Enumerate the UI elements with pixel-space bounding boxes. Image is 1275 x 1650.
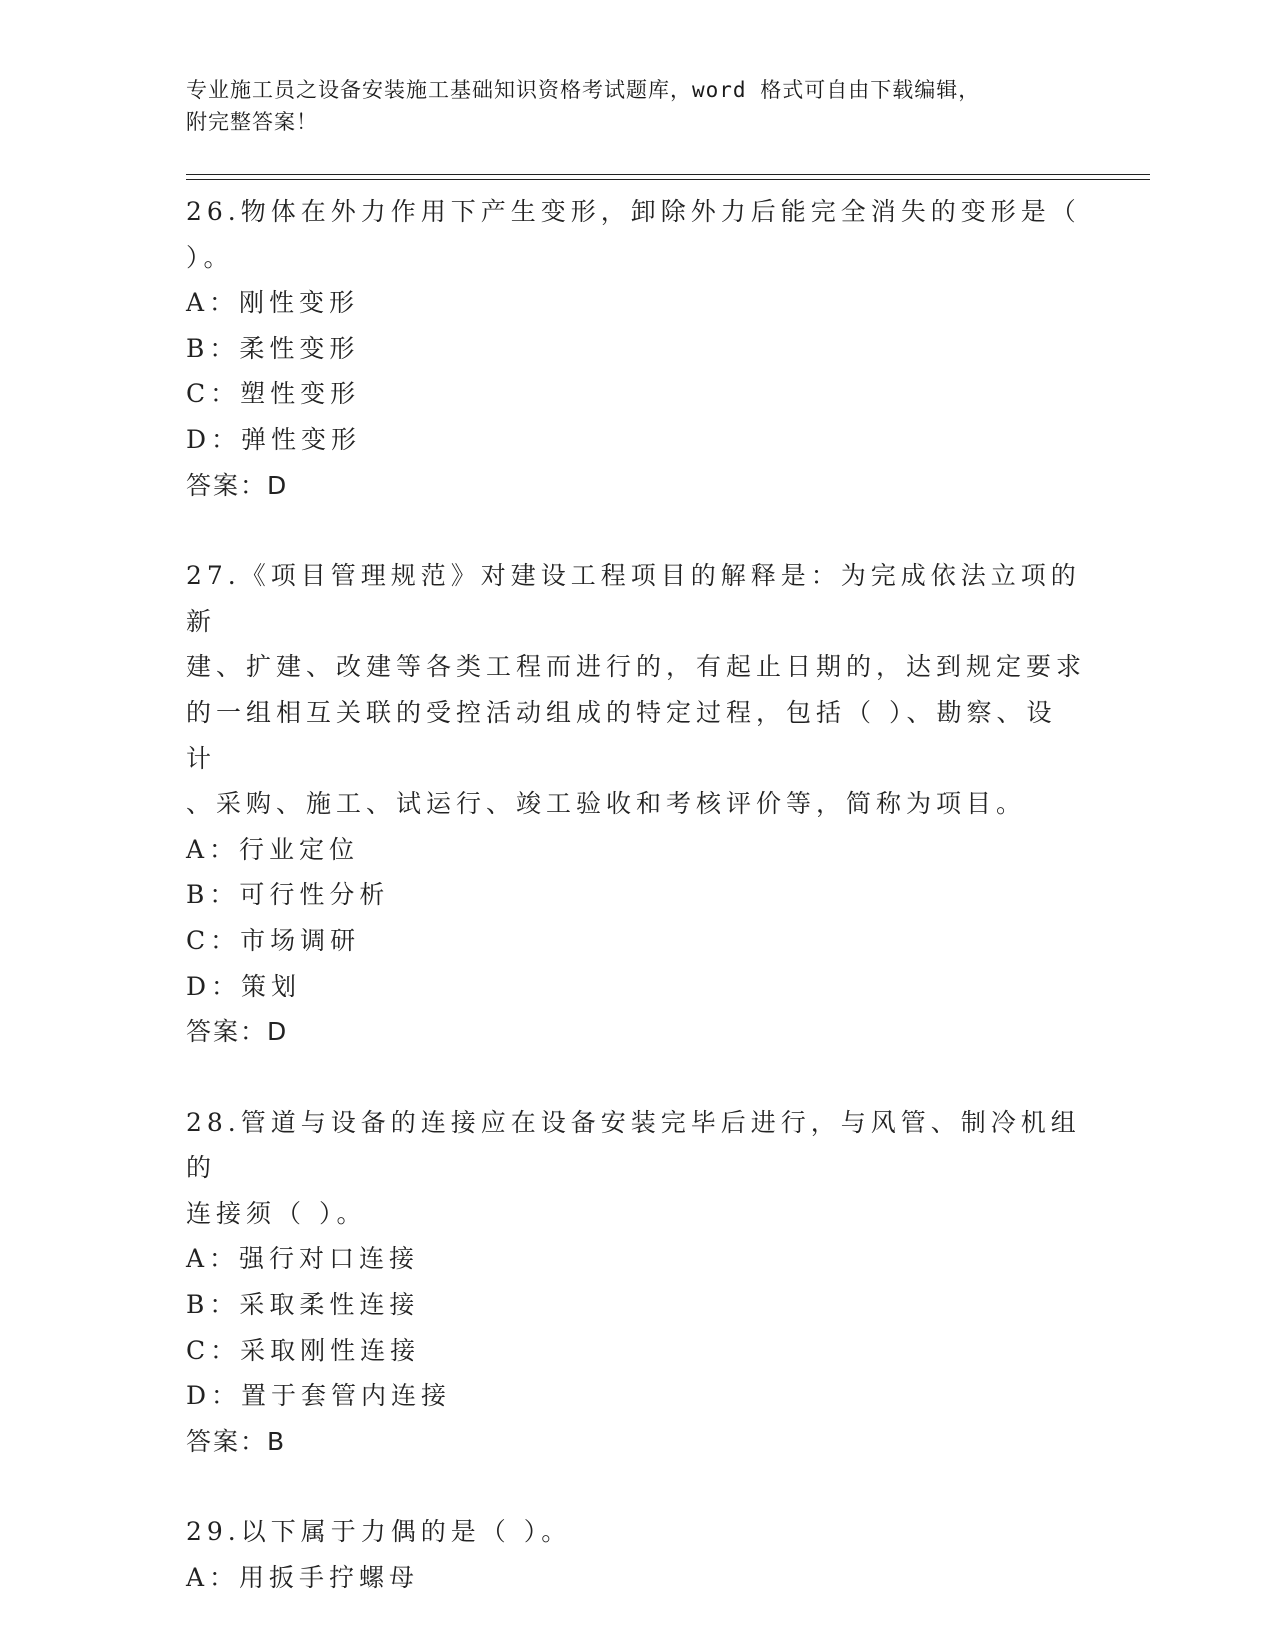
question-block xyxy=(186,189,1086,508)
correct-answer: 答案：D xyxy=(186,1017,289,1047)
answer-option: A：刚性变形 xyxy=(186,288,360,318)
question-text-line: 27.《项目管理规范》对建设工程项目的解释是：为完成依法立项的新 xyxy=(186,561,1081,636)
header-rule-bottom xyxy=(186,179,1150,180)
answer-option: D：置于套管内连接 xyxy=(186,1381,452,1411)
header-title-line-1: 专业施工员之设备安装施工基础知识资格考试题库，word 格式可自由下载编辑， xyxy=(186,78,981,102)
question-block xyxy=(186,553,1086,1055)
header-rule-top xyxy=(186,174,1150,175)
question-text-line: 26.物体在外力作用下产生变形，卸除外力后能完全消失的变形是（ xyxy=(186,197,1081,226)
question-block xyxy=(186,1509,1086,1600)
question-list xyxy=(186,189,1086,1601)
answer-option: C：采取刚性连接 xyxy=(186,1335,421,1365)
answer-option: D：策划 xyxy=(186,971,302,1001)
question-block xyxy=(186,1100,1086,1465)
question-text-line: 连接须（ ）。 xyxy=(186,1198,367,1228)
question-text-line: 29.以下属于力偶的是（ ）。 xyxy=(186,1517,572,1547)
answer-option: A：强行对口连接 xyxy=(186,1244,420,1274)
answer-option: D：弹性变形 xyxy=(186,424,362,454)
question-text-line: 的一组相互关联的受控活动组成的特定过程，包括（ ）、勘察、设计 xyxy=(186,697,1057,773)
header-title-line-2: 附完整答案！ xyxy=(186,110,318,134)
answer-option: A：行业定位 xyxy=(186,834,360,864)
answer-option: B：柔性变形 xyxy=(186,333,360,363)
correct-answer: 答案：D xyxy=(186,470,289,500)
answer-option: C：市场调研 xyxy=(186,925,361,955)
answer-option: B：可行性分析 xyxy=(186,880,390,910)
question-text-line: 、采购、施工、试运行、竣工验收和考核评价等，简称为项目。 xyxy=(186,789,1027,819)
answer-option: B：采取柔性连接 xyxy=(186,1290,420,1320)
answer-option: A：用扳手拧螺母 xyxy=(186,1563,420,1593)
question-text-line: 建、扩建、改建等各类工程而进行的，有起止日期的，达到规定要求 xyxy=(186,652,1087,682)
question-text-line: ）。 xyxy=(186,242,234,272)
document-header xyxy=(186,74,1086,138)
question-text-line: 28.管道与设备的连接应在设备安装完毕后进行，与风管、制冷机组的 xyxy=(186,1107,1081,1183)
correct-answer: 答案：B xyxy=(186,1426,287,1456)
answer-option: C：塑性变形 xyxy=(186,379,361,409)
